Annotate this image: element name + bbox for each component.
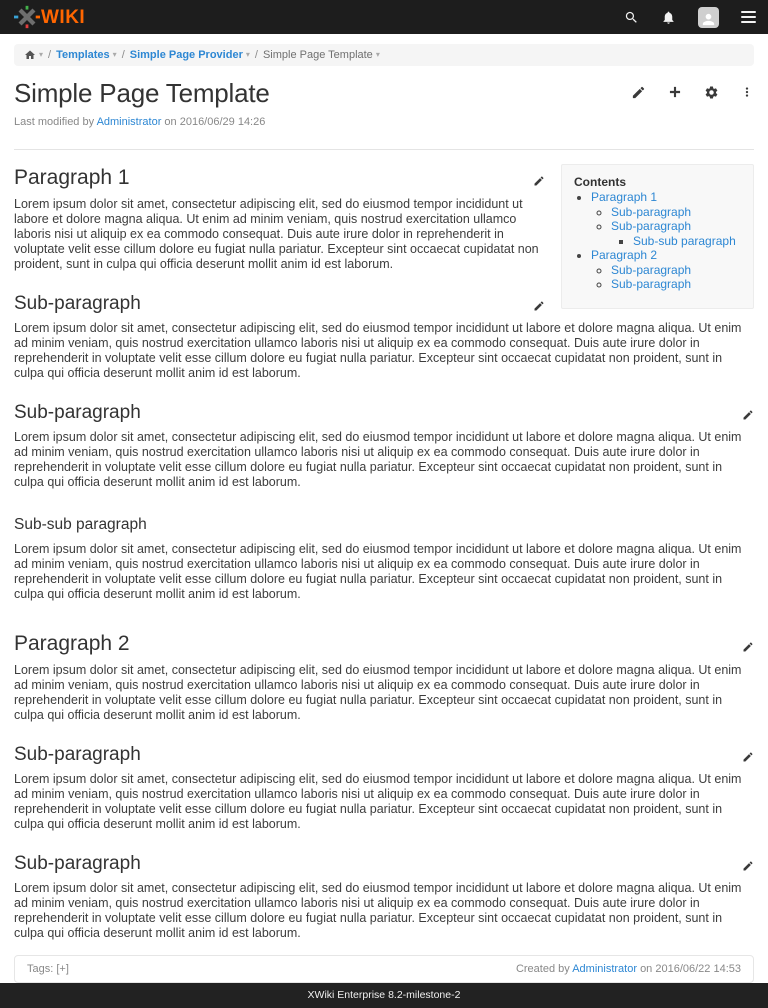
section-paragraph: Lorem ipsum dolor sit amet, consectetur adipiscing elit, sed do eiusmod tempor incididunt ut labore et dolore magna aliqua. Ut enim ad minim veniam, quis nostrud exercitation ullamco laboris nisi ut aliquip ex ea commodo consequat. Duis aute irure dolor in reprehenderit in voluptate velit esse cillum dolore eu fugiat nulla pariatur. Excepteur sint occaecat cupidatat non proident, sunt in culpa qui officia deserunt mollit anim id est laborum. <box>14 430 742 489</box>
modified-author-link[interactable]: Administrator <box>96 116 162 128</box>
pencil-icon <box>533 300 545 312</box>
breadcrumb <box>14 44 754 66</box>
document-footer-container <box>0 941 768 983</box>
chevron-down-icon[interactable]: ▾ <box>245 50 250 59</box>
bell-icon <box>661 10 676 25</box>
toc-item: ▪ Sub-sub paragraph <box>633 234 741 249</box>
last-modified-line: Last modified by Administrator on 2016/06/29 14:26 <box>14 116 266 128</box>
gear-icon <box>704 85 719 100</box>
section-title: Paragraph 2 <box>14 632 130 655</box>
content-section <box>14 853 754 941</box>
content-section <box>14 744 754 832</box>
toc-item: ◦ Sub-paragraph <box>611 277 741 292</box>
toc-title: Contents <box>574 175 626 189</box>
breadcrumb-separator: / <box>254 49 258 61</box>
edit-section-button[interactable] <box>533 166 545 193</box>
section-heading <box>14 516 754 534</box>
section-heading <box>14 632 754 656</box>
menu-button[interactable] <box>741 11 756 23</box>
add-tag-button[interactable]: [+] <box>56 963 69 975</box>
section-heading <box>14 402 754 424</box>
user-avatar-icon <box>700 11 717 28</box>
section-title: Sub-paragraph <box>14 744 141 765</box>
pencil-icon <box>533 175 545 187</box>
toc-item: ◦ Sub-paragraph ▪ Sub-sub paragraph <box>611 219 741 248</box>
page-header <box>0 66 768 128</box>
edit-section-button[interactable] <box>742 744 754 769</box>
created-author-link[interactable]: Administrator <box>572 963 637 975</box>
pencil-icon <box>742 860 754 872</box>
section-paragraph: Lorem ipsum dolor sit amet, consectetur adipiscing elit, sed do eiusmod tempor incididunt ut labore et dolore magna aliqua. Ut enim ad minim veniam, quis nostrud exercitation ullamco laboris nisi ut aliquip ex ea commodo consequat. Duis aute irure dolor in reprehenderit in voluptate velit esse cillum dolore eu fugiat nulla pariatur. Excepteur sint occaecat cupidatat non proident, sunt in culpa qui officia deserunt mollit anim id est laborum. <box>14 542 742 601</box>
edit-section-button[interactable] <box>742 632 754 659</box>
section-title: Sub-sub paragraph <box>14 516 147 533</box>
breadcrumb-item-simple-page-provider[interactable]: Simple Page Provider ▾ <box>129 49 250 61</box>
toc-item: • Paragraph 2 ◦ Sub-paragraph ◦ Sub-paragraph <box>591 248 741 292</box>
brand-text: WIKI <box>41 6 86 28</box>
section-paragraph: Lorem ipsum dolor sit amet, consectetur adipiscing elit, sed do eiusmod tempor incididunt ut labore et dolore magna aliqua. Ut enim ad minim veniam, quis nostrud exercitation ullamco laboris nisi ut aliquip ex ea commodo consequat. Duis aute irure dolor in reprehenderit in voluptate velit esse cillum dolore eu fugiat nulla pariatur. Excepteur sint occaecat cupidatat non proident, sunt in culpa qui officia deserunt mollit anim id est laborum. <box>14 663 742 722</box>
chevron-down-icon[interactable]: ▾ <box>375 50 380 59</box>
content-section <box>14 402 754 490</box>
pencil-icon <box>742 409 754 421</box>
section-title: Sub-paragraph <box>14 402 141 423</box>
page-title: Simple Page Template <box>14 78 270 108</box>
toc-item: ◦ Sub-paragraph <box>611 263 741 278</box>
edit-section-button[interactable] <box>742 402 754 427</box>
section-paragraph: Lorem ipsum dolor sit amet, consectetur adipiscing elit, sed do eiusmod tempor incididunt ut labore et dolore magna aliqua. Ut enim ad minim veniam, quis nostrud exercitation ullamco laboris nisi ut aliquip ex ea commodo consequat. Duis aute irure dolor in reprehenderit in voluptate velit esse cillum dolore eu fugiat nulla pariatur. Excepteur sint occaecat cupidatat non proident, sunt in culpa qui officia deserunt mollit anim id est laborum. <box>14 881 742 940</box>
pencil-icon <box>742 751 754 763</box>
xwiki-logo[interactable] <box>14 5 85 29</box>
top-navbar <box>0 0 768 34</box>
breadcrumb-item-templates[interactable]: Templates ▾ <box>56 49 117 61</box>
section-title: Sub-paragraph <box>14 293 141 314</box>
edit-section-button[interactable] <box>742 853 754 878</box>
breadcrumb-separator: / <box>48 49 52 61</box>
breadcrumb-home[interactable] <box>24 49 43 61</box>
kebab-menu-icon <box>740 85 754 99</box>
document-content <box>0 150 768 941</box>
settings-button[interactable] <box>704 85 719 100</box>
tags-label: Tags: <box>27 963 54 975</box>
home-icon <box>24 49 36 61</box>
breadcrumb-separator: / <box>121 49 125 61</box>
pencil-icon <box>631 85 646 100</box>
version-bar <box>0 983 768 1008</box>
content-section <box>14 632 754 723</box>
section-title: Paragraph 1 <box>14 166 130 189</box>
create-page-button[interactable] <box>667 84 683 100</box>
pencil-icon <box>742 641 754 653</box>
section-heading <box>14 744 754 766</box>
edit-section-button[interactable] <box>533 293 545 318</box>
content-section <box>14 516 754 602</box>
navbar-actions <box>624 7 756 28</box>
toc-item: • Paragraph 1 ◦ Sub-paragraph ◦ Sub-paragraph ▪ Sub-sub paragraph <box>591 190 741 248</box>
chevron-down-icon[interactable]: ▾ <box>112 50 117 59</box>
section-paragraph: Lorem ipsum dolor sit amet, consectetur adipiscing elit, sed do eiusmod tempor incididunt ut labore et dolore magna aliqua. Ut enim ad minim veniam, quis nostrud exercitation ullamco laboris nisi ut aliquip ex ea commodo consequat. Duis aute irure dolor in reprehenderit in voluptate velit esse cillum dolore eu fugiat nulla pariatur. Excepteur sint occaecat cupidatat non proident, sunt in culpa qui officia deserunt mollit anim id est laborum. <box>14 772 742 831</box>
toc-item: ◦ Sub-paragraph <box>611 205 741 220</box>
edit-page-button[interactable] <box>631 85 646 100</box>
hamburger-icon <box>741 11 756 13</box>
user-avatar-button[interactable] <box>698 7 719 28</box>
search-button[interactable] <box>624 10 639 25</box>
xwiki-logo-x-icon <box>14 5 40 29</box>
more-actions-button[interactable] <box>740 85 754 99</box>
section-paragraph: Lorem ipsum dolor sit amet, consectetur adipiscing elit, sed do eiusmod tempor incididunt ut labore et dolore magna aliqua. Ut enim ad minim veniam, quis nostrud exercitation ullamco laboris nisi ut aliquip ex ea commodo consequat. Duis aute irure dolor in reprehenderit in voluptate velit esse cillum dolore eu fugiat nulla pariatur. Excepteur sint occaecat cupidatat non proident, sunt in culpa qui officia deserunt mollit anim id est laborum. <box>14 321 742 380</box>
version-text: XWiki Enterprise 8.2-milestone-2 <box>307 989 461 1001</box>
breadcrumb-item-current: Simple Page Template ▾ <box>262 49 380 61</box>
notifications-button[interactable] <box>661 10 676 25</box>
section-heading <box>14 853 754 875</box>
breadcrumb-container <box>0 34 768 66</box>
page-actions <box>631 78 754 100</box>
section-paragraph: Lorem ipsum dolor sit amet, consectetur adipiscing elit, sed do eiusmod tempor incididunt ut labore et dolore magna aliqua. Ut enim ad minim veniam, quis nostrud exercitation ullamco laboris nisi ut aliquip ex ea commodo consequat. Duis aute irure dolor in reprehenderit in voluptate velit esse cillum dolore eu fugiat nulla pariatur. Excepteur sint occaecat cupidatat non proident, sunt in culpa qui officia deserunt mollit anim id est laborum. <box>14 197 539 271</box>
table-of-contents <box>561 164 754 309</box>
document-footer <box>14 955 754 983</box>
search-icon <box>624 10 639 25</box>
plus-icon <box>667 84 683 100</box>
section-title: Sub-paragraph <box>14 853 141 874</box>
created-line: Created by Administrator on 2016/06/22 14:53 <box>515 963 741 975</box>
chevron-down-icon[interactable]: ▾ <box>39 50 44 59</box>
